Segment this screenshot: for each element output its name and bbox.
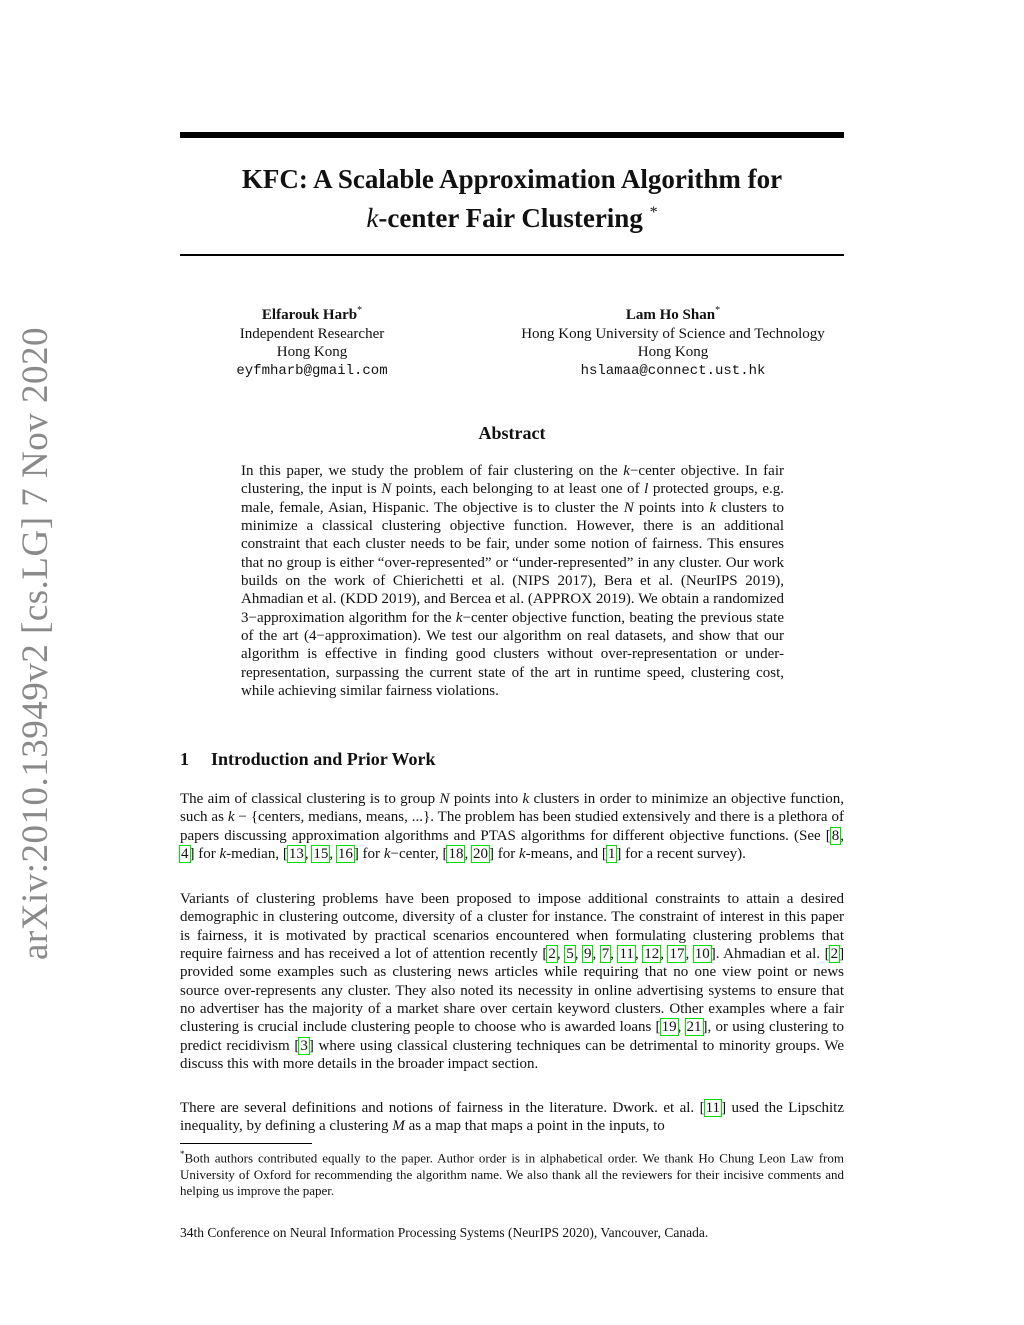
citation-link[interactable]: 21	[686, 1019, 702, 1036]
author-email[interactable]: eyfmharb@gmail.com	[236, 362, 388, 379]
title-line-2	[180, 196, 844, 235]
citation-link[interactable]: 11	[619, 946, 634, 963]
author-location: Hong Kong	[276, 344, 348, 360]
author-affiliation: Hong Kong University of Science and Technology	[521, 325, 825, 342]
citation-link[interactable]: 5	[566, 946, 574, 963]
citation-link[interactable]: 20	[472, 846, 488, 863]
intro-paragraph-2: Variants of clustering problems have been proposed to impose additional constraints to attain a desired demographic in clustering outcome, diversity of a cluster for instance. The constraint of interest in this paper is fairness, it is motivated by practical scenarios encountered when formulating clustering problems that require fairness and has received a lot of attention recently [2, 5, 9, 7, 11, 12, 17, 10]. Ahmadian et al. [2] provided some examples such as clustering news articles while requiring that no one view point or news source over-represents any cluster. They also noted its necessity in online advertising systems to ensure that no advertiser has the majority of a market share over certain keyword clusters. Other examples where a fair clustering is crucial include clustering people to choose who is awarded loans [19, 21], or using clustering to predict recidivism [3] where using classical clustering techniques can be detrimental to minority groups. We discuss this with more details in the broader impact section.	[180, 891, 845, 1073]
title-line-2-text: -center Fair Clustering	[378, 203, 643, 233]
citation-link[interactable]: 18	[448, 846, 464, 863]
author-email[interactable]: hslamaa@connect.ust.hk	[580, 362, 766, 379]
citation-link[interactable]: 9	[583, 946, 592, 963]
author-block-2	[440, 302, 906, 380]
section-title: Introduction and Prior Work	[211, 749, 436, 769]
citation-link[interactable]: 10	[694, 946, 710, 963]
citation-link[interactable]: 17	[669, 946, 685, 963]
citation-link[interactable]: 11	[705, 1100, 721, 1116]
abstract-text: In this paper, we study the problem of fair clustering on the k−center objective. In fair clustering, the input is N points, each belonging to at least one of l protected groups, e.g. male, female, Asian, Hispanic. The objective is to cluster the N points into k clusters to minimize a classical clustering objective function. However, there is an additional constraint that each cluster needs to be fair, under some notion of fairness. This ensures that no group is either “over-represented” or “under-represented” in any cluster. Our work builds on the work of Chierichetti et al. (NIPS 2017), Bera et al. (NeurIPS 2019), Ahmadian et al. (KDD 2019), and Bercea et al. (APPROX 2019). We obtain a randomized 3−approximation algorithm for the k−center objective function, beating the previous state of the art (4−approximation). We test our algorithm on real datasets, and show that our algorithm is effective in finding good clusters without over-representation or under-representation, surpassing the current state of the art in runtime speed, clustering cost, while achieving similar fairness violations.	[241, 463, 784, 700]
footnote-text: Both authors contributed equally to the paper. Author order is in alphabetical order. We thank Ho Chung Leon Law from University of Oxford for recommending the algorithm name. We also thank all the reviewers for their incisive comments and helping us improve the paper.	[180, 1150, 844, 1199]
intro-paragraph-3: There are several definitions and notions of fairness in the literature. Dwork. et al. [11] used the Lipschitz inequality, by defining a clustering M as a map that maps a point in the inputs, to	[180, 1100, 844, 1135]
venue-note: 34th Conference on Neural Information Processing Systems (NeurIPS 2020), Vancouver, Canada.	[180, 1225, 709, 1240]
citation-link[interactable]: 3	[300, 1037, 308, 1054]
paper-title	[180, 162, 844, 235]
citation-link[interactable]: 13	[288, 846, 304, 863]
section-number: 1	[180, 749, 189, 769]
citation-link[interactable]: 8	[831, 827, 840, 844]
abstract-heading: Abstract	[478, 423, 546, 443]
title-line-1: KFC: A Scalable Approximation Algorithm for	[241, 164, 783, 194]
citation-link[interactable]: 1	[607, 846, 616, 863]
section-heading	[180, 749, 844, 770]
intro-paragraph-1: The aim of classical clustering is to group N points into k clusters in order to minimize an objective function, such as k − {centers, medians, means, ...}. The problem has been studied extensively and there is a plethora of papers discussing approximation algorithms and PTAS algorithms for different objective functions. (See [8, 4] for k-median, [13, 15, 16] for k−center, [18, 20] for k-means, and [1] for a recent survey).	[180, 791, 845, 863]
author-affiliation: Independent Researcher	[239, 325, 385, 342]
citation-link[interactable]: 16	[337, 846, 353, 863]
title-footnote-marker: *	[649, 204, 658, 221]
footnote-rule	[180, 1143, 312, 1144]
citation-link[interactable]: 15	[313, 846, 329, 863]
title-rule-bottom	[180, 254, 844, 256]
author-block-1	[212, 302, 412, 380]
footnote-marker: *	[180, 1149, 185, 1159]
footnote	[180, 1146, 844, 1200]
citation-link[interactable]: 19	[661, 1019, 677, 1036]
citation-link[interactable]: 7	[601, 946, 610, 963]
title-rule-top	[180, 132, 844, 138]
title-math-k: k	[366, 203, 379, 233]
citation-link[interactable]: 4	[181, 846, 189, 863]
citation-link[interactable]: 2	[830, 946, 839, 963]
citation-link[interactable]: 12	[644, 946, 660, 963]
arxiv-stamp: arXiv:2010.13949v2 [cs.LG] 7 Nov 2020	[15, 326, 56, 960]
author-name: Elfarouk Harb*	[261, 305, 363, 323]
author-location: Hong Kong	[637, 344, 709, 360]
citation-link[interactable]: 2	[548, 946, 556, 963]
author-name: Lam Ho Shan*	[625, 305, 721, 323]
